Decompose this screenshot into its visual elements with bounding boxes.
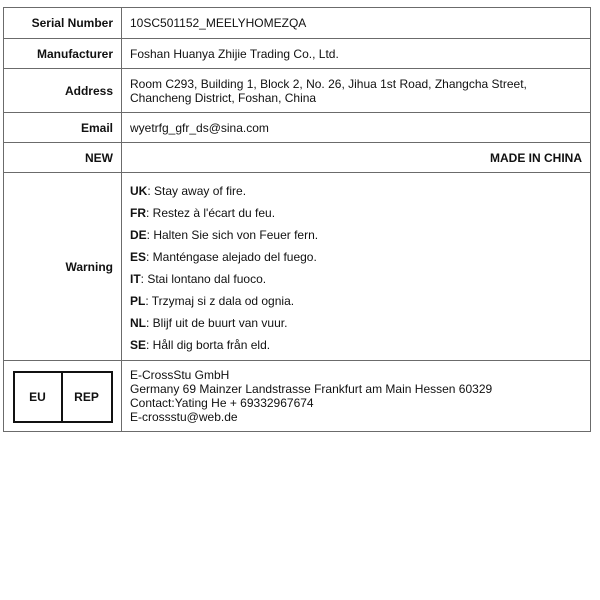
warning-row (4, 173, 591, 361)
address-line-1: Room C293, Building 1, Block 2, No. 26, Jihua 1st Road, Zhangcha Street, (130, 76, 527, 91)
rep-company: E-CrossStu GmbH (130, 368, 230, 382)
address-label: Address (4, 69, 122, 113)
representative-row (4, 361, 591, 432)
warning-text: : Restez à l'écart du feu. (146, 206, 276, 220)
manufacturer-row (4, 39, 591, 69)
warning-item (130, 224, 582, 246)
warning-code: DE (130, 228, 147, 242)
warning-text: : Blijf uit de buurt van vuur. (146, 316, 288, 330)
serial-number-label: Serial Number (4, 8, 122, 39)
warning-code: UK (130, 184, 148, 198)
product-label-table (3, 7, 591, 432)
email-label: Email (4, 113, 122, 143)
eu-rep-badge-cell (4, 361, 122, 432)
warning-item (130, 268, 582, 290)
warning-text: : Halten Sie sich von Feuer fern. (146, 228, 319, 242)
warning-code: SE (130, 338, 147, 352)
email-row (4, 113, 591, 143)
eu-badge-label: EU (15, 373, 63, 421)
warning-text: : Stay away of fire. (147, 184, 247, 198)
warning-code: IT (130, 272, 141, 286)
address-value (122, 69, 591, 113)
warning-text: : Manténgase alejado del fuego. (146, 250, 317, 264)
warning-text: : Trzymaj si z dala od ognia. (145, 294, 295, 308)
rep-email: E-crossstu@web.de (130, 410, 238, 424)
serial-number-row (4, 8, 591, 39)
made-in-value: MADE IN CHINA (122, 143, 591, 173)
warning-code: ES (130, 250, 147, 264)
warning-text: : Stai lontano dal fuoco. (140, 272, 267, 286)
rep-address: Germany 69 Mainzer Landstrasse Frankfurt am Main Hessen 60329 (130, 382, 493, 396)
email-value: wyetrfg_gfr_ds@sina.com (122, 113, 591, 143)
warning-value (122, 173, 591, 361)
warning-item (130, 334, 582, 356)
manufacturer-label: Manufacturer (4, 39, 122, 69)
warning-text: : Håll dig borta från eld. (146, 338, 271, 352)
warning-item (130, 180, 582, 202)
rep-badge-label: REP (74, 389, 99, 404)
warning-list (130, 177, 582, 356)
new-row (4, 143, 591, 173)
warning-item (130, 202, 582, 224)
warning-item (130, 246, 582, 268)
warning-label: Warning (4, 173, 122, 361)
warning-item (130, 290, 582, 312)
serial-number-value: 10SC501152_MEELYHOMEZQA (122, 8, 591, 39)
manufacturer-value: Foshan Huanya Zhijie Trading Co., Ltd. (122, 39, 591, 69)
address-line-2: Chancheng District, Foshan, China (130, 90, 317, 105)
warning-code: NL (130, 316, 146, 330)
rep-contact: Contact:Yating He + 69332967674 (130, 396, 314, 410)
warning-code: PL (130, 294, 146, 308)
address-row (4, 69, 591, 113)
new-label: NEW (4, 143, 122, 173)
warning-item (130, 312, 582, 334)
warning-code: FR (130, 206, 146, 220)
eu-rep-badge (13, 371, 113, 423)
representative-details (122, 361, 591, 432)
